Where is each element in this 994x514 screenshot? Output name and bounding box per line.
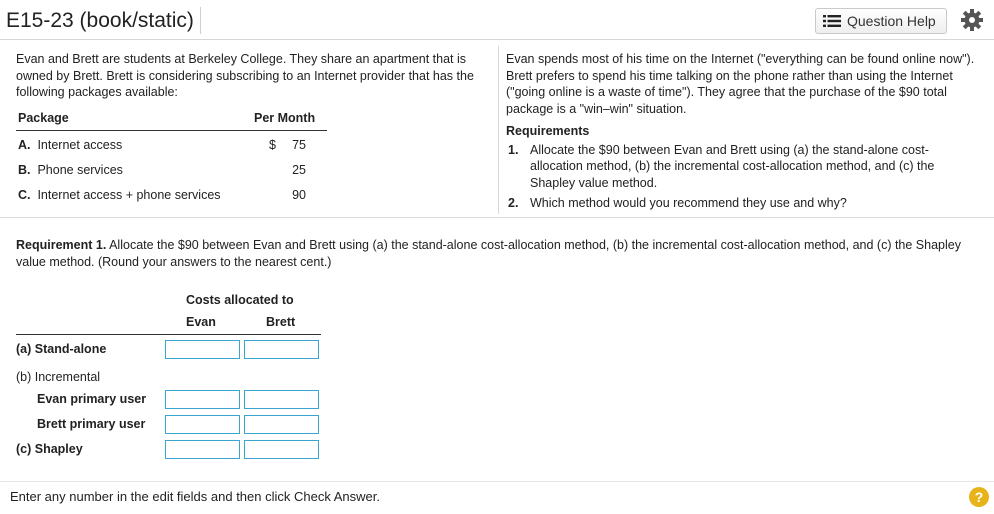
list-icon (823, 15, 841, 27)
row-brett-primary-label: Brett primary user (37, 417, 146, 431)
package-letter: A. (18, 138, 31, 152)
requirement-1-prompt (16, 237, 976, 270)
column-divider (498, 46, 499, 214)
standalone-evan-input[interactable] (165, 340, 240, 359)
package-name: Phone services (37, 163, 123, 177)
footer-divider (0, 481, 994, 482)
row-shapley-label: (c) Shapley (16, 442, 83, 456)
requirements-title: Requirements (506, 124, 590, 138)
col-per-month: Per Month (254, 111, 316, 125)
requirement-text: Which method would you recommend they use and why? (530, 196, 847, 210)
footer-instruction: Enter any number in the edit fields and then click Check Answer. (10, 489, 380, 504)
right-panel (506, 51, 976, 216)
list-item (506, 142, 976, 192)
question-help-button[interactable] (815, 8, 947, 34)
question-help-label: Question Help (847, 13, 936, 29)
header-rule (16, 334, 321, 335)
col-package: Package (18, 111, 69, 125)
standalone-brett-input[interactable] (244, 340, 319, 359)
package-name: Internet access + phone services (37, 188, 221, 202)
package-letter: B. (18, 163, 31, 177)
intro-text: Evan and Brett are students at Berkeley College. They share an apartment that is owned by Brett. Brett is considering subscribing to an Internet provider that has the following packages available: (16, 52, 474, 99)
table-row (16, 181, 327, 206)
incremental-brett-primary-brett-input[interactable] (244, 415, 319, 434)
scenario-text: Evan spends most of his time on the Internet ("everything can be found online now"). Brett prefers to spend his time talking on the phone rather than using the Internet ("going online is a waste of time"). They agree that the purchase of the $90 total package is a "win–win" situation. (506, 52, 975, 116)
shapley-brett-input[interactable] (244, 440, 319, 459)
page-title: E15-23 (book/static) (6, 7, 201, 34)
requirement-number: 1. (508, 142, 519, 157)
allocation-table-title: Costs allocated to (186, 293, 294, 307)
requirement-number: 2. (508, 196, 519, 210)
section-divider (0, 217, 994, 218)
package-price: 25 (292, 163, 306, 177)
incremental-brett-primary-evan-input[interactable] (165, 415, 240, 434)
row-standalone-label: (a) Stand-alone (16, 342, 107, 356)
help-icon[interactable]: ? (969, 487, 989, 507)
package-price: 75 (292, 138, 306, 152)
requirements-list (506, 142, 976, 212)
package-letter: C. (18, 188, 31, 202)
packages-table (16, 111, 327, 206)
row-evan-primary-label: Evan primary user (37, 392, 147, 406)
table-row (16, 156, 327, 181)
requirement-1-label: Requirement 1. (16, 238, 107, 252)
col-evan: Evan (186, 315, 216, 329)
currency-symbol: $ (269, 138, 276, 152)
incremental-evan-primary-evan-input[interactable] (165, 390, 240, 409)
requirement-1-text: Allocate the $90 between Evan and Brett using (a) the stand-alone cost-allocation method, (b) the incremental cost-allocation method, and (c) the Shapley value method. (Round your answers to the nearest cent.) (16, 238, 961, 269)
top-bar (0, 0, 994, 40)
list-item (506, 195, 976, 212)
table-row (16, 131, 327, 156)
package-price: 90 (292, 188, 306, 202)
col-brett: Brett (266, 315, 296, 329)
incremental-evan-primary-brett-input[interactable] (244, 390, 319, 409)
gear-icon[interactable] (958, 6, 986, 34)
requirement-text: Allocate the $90 between Evan and Brett using (a) the stand-alone cost-allocation method, (b) the incremental cost-allocation method, and (c) the Shapley value method. (530, 142, 935, 190)
package-name: Internet access (37, 138, 123, 152)
packages-header (16, 111, 327, 131)
row-incremental-label: (b) Incremental (16, 370, 101, 384)
shapley-evan-input[interactable] (165, 440, 240, 459)
